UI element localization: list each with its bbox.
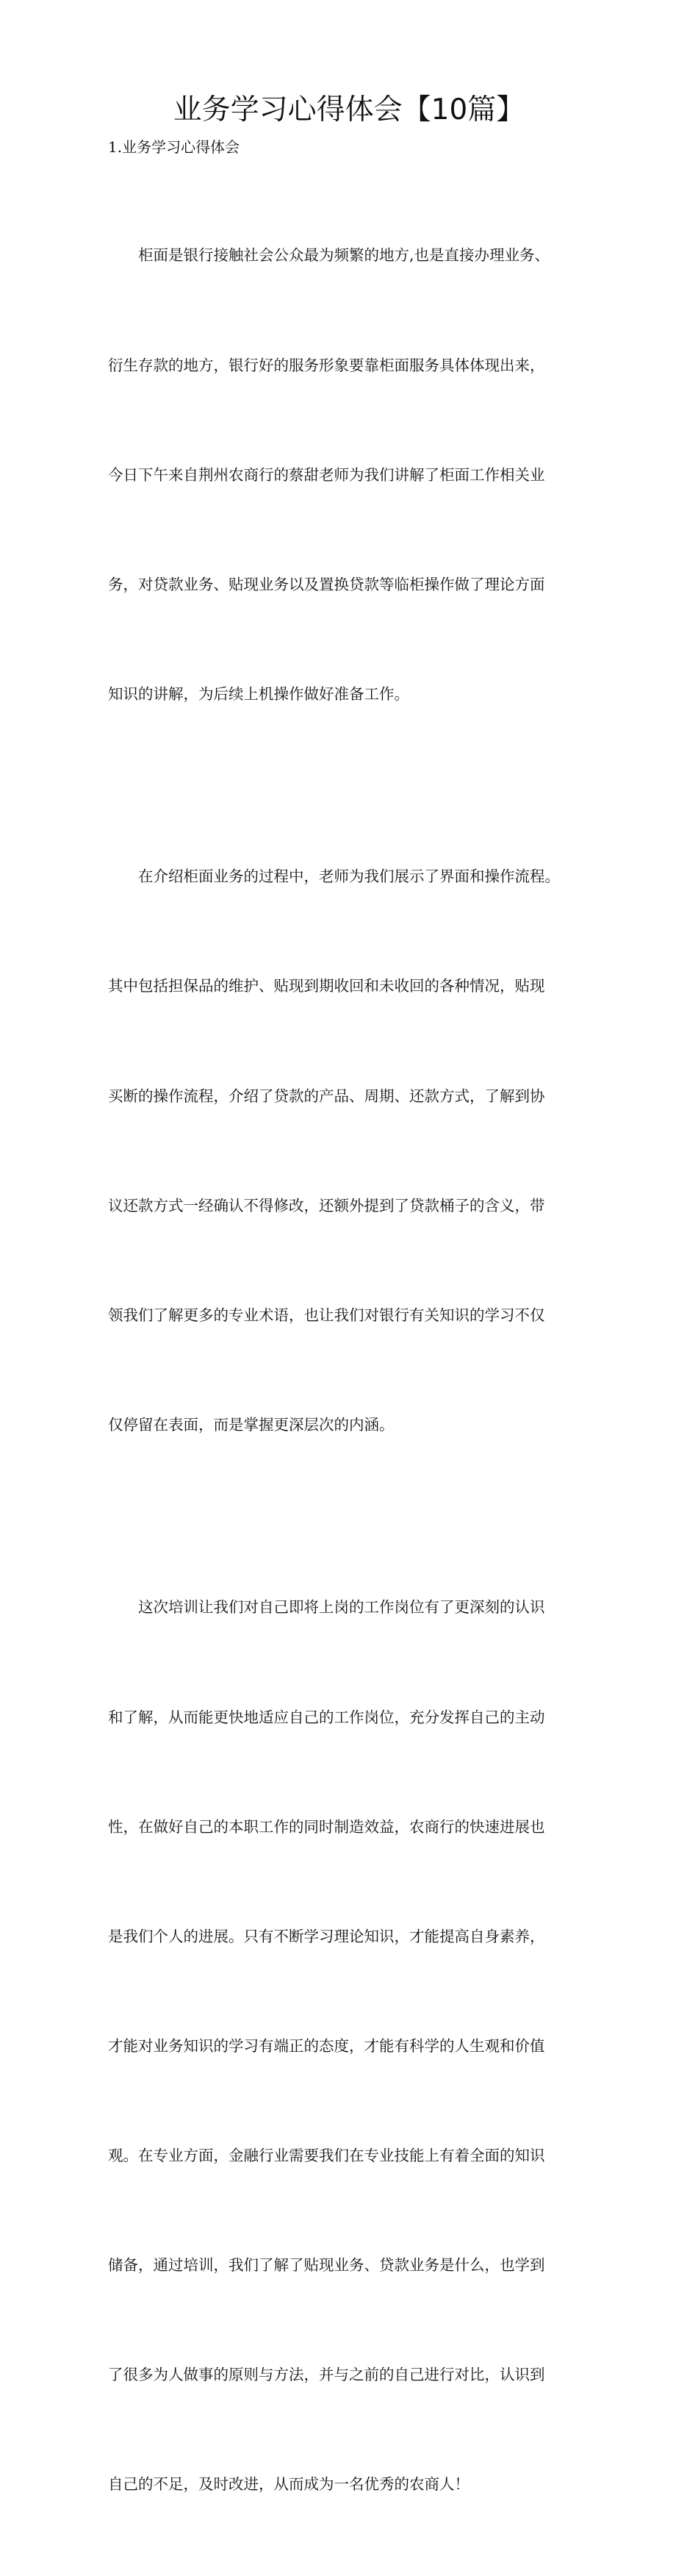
text-line: 其中包括担保品的维护、贴现到期收回和未收回的各种情况，贴现 [108,977,545,995]
paragraph-1 [108,165,608,786]
document-title: 业务学习心得体会【10篇】 [173,93,525,126]
text-line: 柜面是银行接触社会公众最为频繁的地方,也是直接办理业务、 [138,246,550,265]
text-line: 这次培训让我们对自己即将上岗的工作岗位有了更深刻的认识 [138,1598,545,1617]
text-line: 是我们个人的进展。只有不断学习理论知识，才能提高自身素养， [108,1927,545,1945]
text-line: 观。在专业方面，金融行业需要我们在专业技能上有着全面的知识 [108,2146,545,2164]
text-line: 买断的操作流程，介绍了贷款的产品、周期、还款方式，了解到协 [108,1087,545,1105]
text-line: 自己的不足，及时改进，从而成为一名优秀的农商人！ [108,2475,469,2494]
text-line: 衍生存款的地方，银行好的服务形象要靠柜面服务具体体现出来， [108,356,545,374]
paragraph-3 [108,1517,608,2576]
text-line: 储备，通过培训，我们了解了贴现业务、贷款业务是什么，也学到 [108,2256,545,2275]
text-line: 了很多为人做事的原则与方法，并与之前的自己进行对比，认识到 [108,2366,545,2384]
section-heading: 1.业务学习心得体会 [108,138,240,156]
paragraph-2 [108,786,608,1517]
text-line: 今日下午来自荆州农商行的蔡甜老师为我们讲解了柜面工作相关业 [108,465,545,484]
text-line: 务，对贷款业务、贴现业务以及置换贷款等临柜操作做了理论方面 [108,575,545,593]
text-line: 仅停留在表面，而是掌握更深层次的内涵。 [108,1415,395,1434]
text-line: 和了解，从而能更快地适应自己的工作岗位，充分发挥自己的主动 [108,1708,545,1726]
text-line: 在介绍柜面业务的过程中，老师为我们展示了界面和操作流程。 [138,867,560,886]
text-line: 性，在做好自己的本职工作的同时制造效益，农商行的快速进展也 [108,1817,545,1836]
text-line: 议还款方式一经确认不得修改，还额外提到了贷款桶子的含义，带 [108,1196,545,1214]
text-line: 才能对业务知识的学习有端正的态度，才能有科学的人生观和价值 [108,2036,545,2055]
text-line: 知识的讲解，为后续上机操作做好准备工作。 [108,684,409,703]
text-line: 领我们了解更多的专业术语，也让我们对银行有关知识的学习不仅 [108,1306,545,1324]
document-body [108,165,608,2576]
